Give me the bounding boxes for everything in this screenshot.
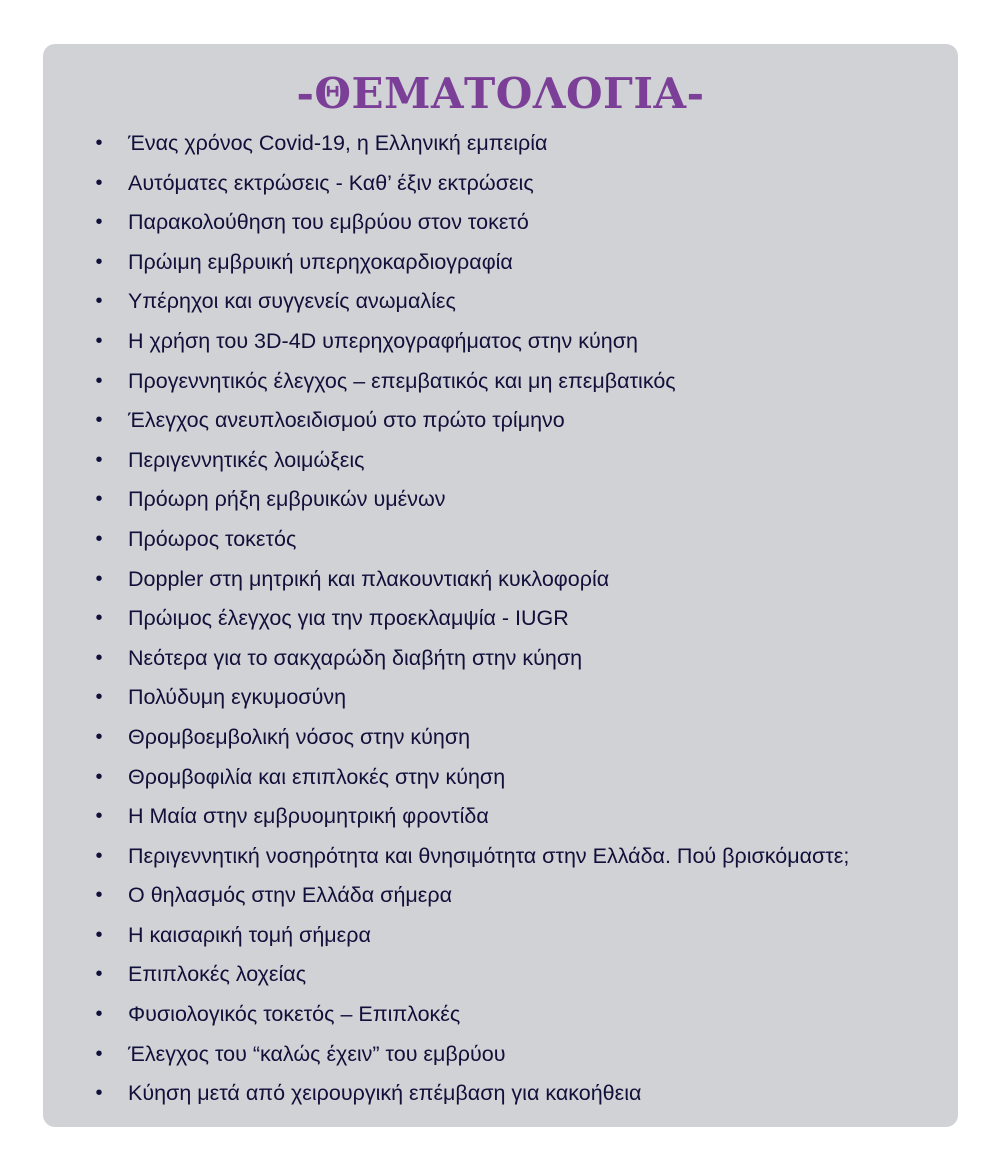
topic-label: Πολύδυμη εγκυμοσύνη: [128, 685, 347, 710]
bullet-icon: •: [95, 250, 103, 273]
topic-label: Πρώιμος έλεγχος για την προεκλαμψία - IUGR: [128, 606, 569, 631]
bullet-icon: •: [95, 805, 103, 828]
bullet-icon: •: [95, 686, 103, 709]
bullet-icon: •: [95, 211, 103, 234]
topics-panel: [43, 44, 958, 1127]
bullet-icon: •: [95, 409, 103, 432]
bullet-icon: •: [95, 290, 103, 313]
bullet-icon: •: [95, 369, 103, 392]
bullet-icon: •: [95, 1003, 103, 1026]
topic-label: Η καισαρική τομή σήμερα: [128, 922, 371, 947]
topic-label: Υπέρηχοι και συγγενείς ανωμαλίες: [128, 289, 456, 314]
bullet-icon: •: [95, 488, 103, 511]
bullet-icon: •: [95, 963, 103, 986]
bullet-icon: •: [95, 171, 103, 194]
topic-label: Πρόωρη ρήξη εμβρυικών υμένων: [128, 487, 446, 512]
bullet-icon: •: [95, 329, 103, 352]
topic-label: Πρόωρος τοκετός: [128, 526, 297, 551]
topic-label: Η χρήση του 3D-4D υπερηχογραφήματος στην κύηση: [128, 328, 638, 353]
topic-label: Περιγεννητική νοσηρότητα και θνησιμότητα στην Ελλάδα. Πού βρισκόμαστε;: [128, 843, 850, 868]
bullet-icon: •: [95, 132, 103, 154]
bullet-icon: •: [95, 765, 103, 788]
topic-label: Αυτόματες εκτρώσεις - Καθ’ έξιν εκτρώσεις: [128, 170, 534, 195]
bullet-icon: •: [95, 1082, 103, 1105]
topic-label: Η Μαία στην εμβρυομητρική φροντίδα: [128, 804, 489, 829]
bullet-icon: •: [95, 646, 103, 669]
topic-label: Έλεγχος ανευπλοειδισμού στο πρώτο τρίμηνο: [128, 408, 565, 433]
bullet-icon: •: [95, 607, 103, 630]
topic-label: Κύηση μετά από χειρουργική επέμβαση για κακοήθεια: [128, 1081, 642, 1106]
topic-label: Doppler στη μητρική και πλακουντιακή κυκλοφορία: [128, 566, 610, 591]
bullet-icon: •: [95, 884, 103, 907]
topic-label: Επιπλοκές λοχείας: [128, 962, 307, 987]
bullet-icon: •: [95, 923, 103, 946]
bullet-icon: •: [95, 527, 103, 550]
topic-label: Παρακολούθηση του εμβρύου στον τοκετό: [128, 210, 529, 235]
topic-label: Προγεννητικός έλεγχος – επεμβατικός και μη επεμβατικός: [128, 368, 676, 393]
bullet-icon: •: [95, 448, 103, 471]
topic-label: Ένας χρόνος Covid-19, η Ελληνική εμπειρία: [128, 131, 548, 155]
topic-label: Πρώιμη εμβρυική υπερηχοκαρδιογραφία: [128, 249, 513, 274]
topic-label: Φυσιολογικός τοκετός – Επιπλοκές: [128, 1002, 461, 1027]
topic-label: Θρομβοεμβολική νόσος στην κύηση: [128, 724, 471, 749]
topic-label: Έλεγχος του “καλώς έχειν” του εμβρύου: [128, 1041, 506, 1066]
topic-label: Θρομβοφιλία και επιπλοκές στην κύηση: [128, 764, 506, 789]
bullet-icon: •: [95, 725, 103, 748]
bullet-icon: •: [95, 844, 103, 867]
bullet-icon: •: [95, 567, 103, 590]
topic-label: Περιγεννητικές λοιμώξεις: [128, 447, 365, 472]
page-title: -ΘΕΜΑΤΟΛΟΓΙΑ-: [296, 69, 705, 118]
bullet-icon: •: [95, 1042, 103, 1065]
topic-label: Ο θηλασμός στην Ελλάδα σήμερα: [128, 883, 453, 908]
topic-label: Νεότερα για το σακχαρώδη διαβήτη στην κύηση: [128, 645, 583, 670]
